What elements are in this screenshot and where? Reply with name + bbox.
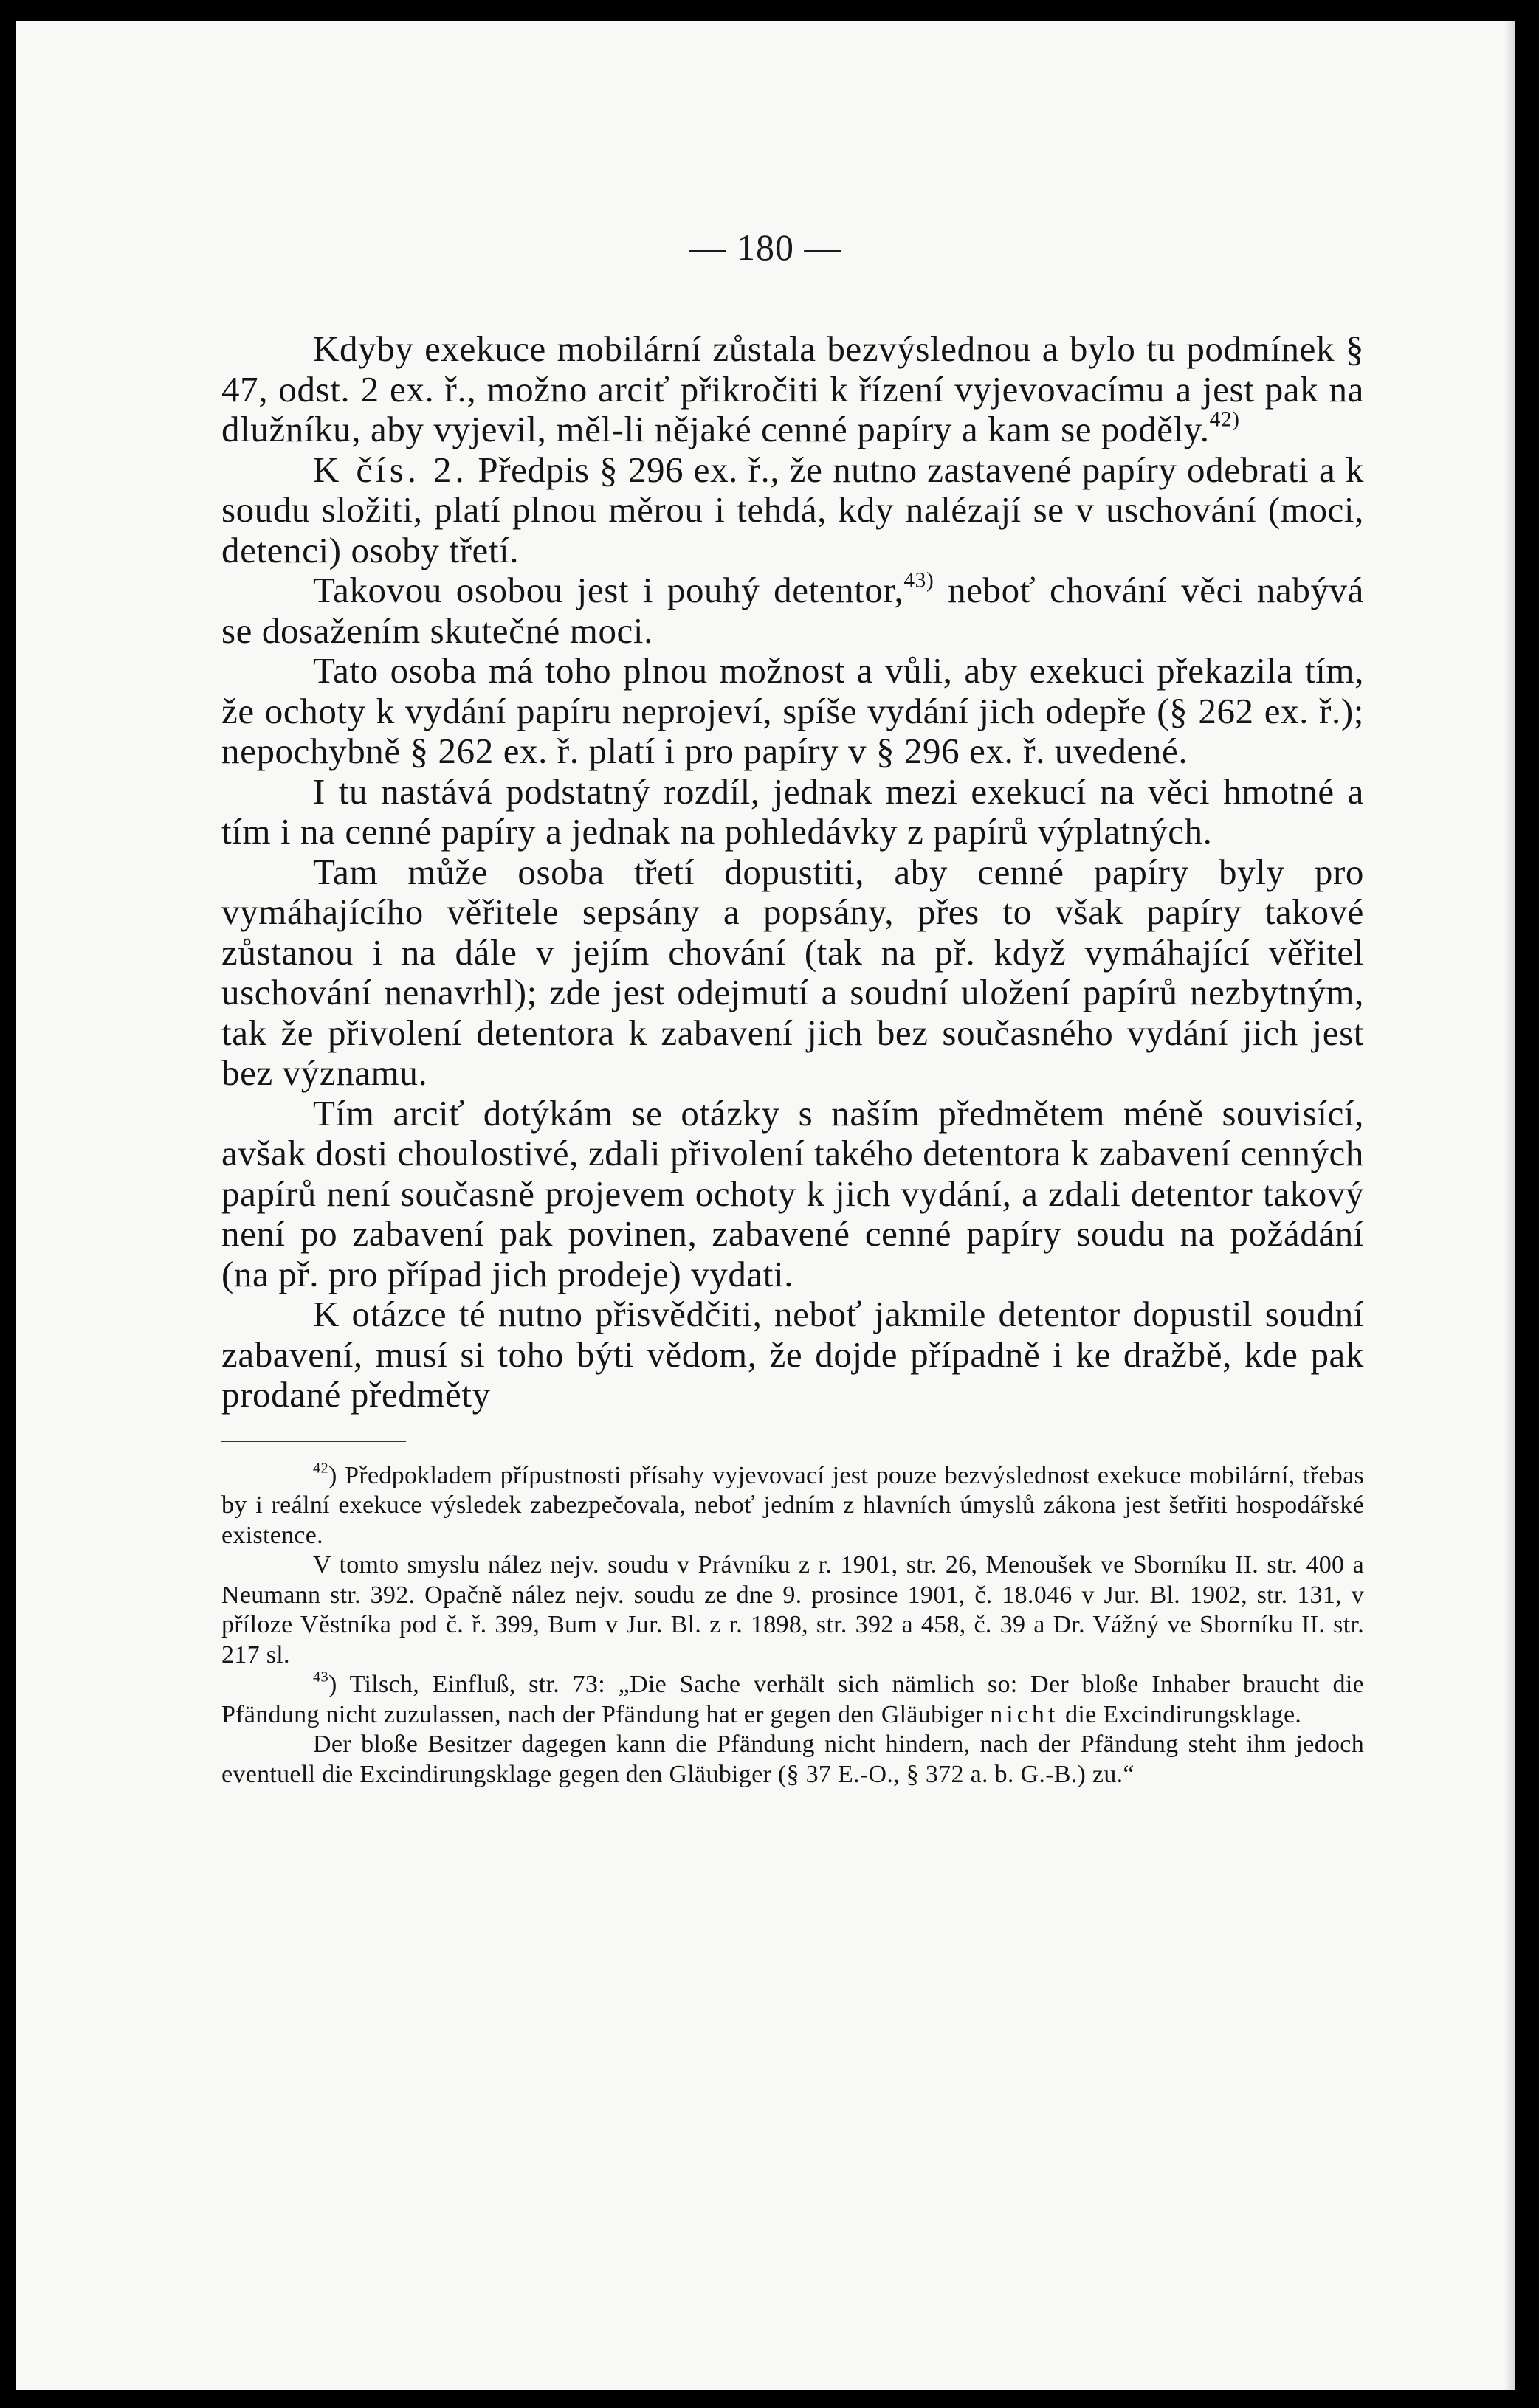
footnote-43 xyxy=(221,1670,1364,1730)
footnotes xyxy=(221,1461,1364,1790)
book-page xyxy=(16,21,1515,2390)
paragraph-2 xyxy=(221,450,1364,571)
paragraph-4: Tato osoba má toho plnou možnost a vůli, aby exekuci překazila tím, že ochoty k vydání papíru neprojeví, spíše vydání jich odepře (§ 262 ex. ř.); nepochybně § 262 ex. ř. platí i pro papíry v § 296 ex. ř. uvedené. xyxy=(221,650,1364,771)
paragraph-7: Tím arciť dotýkám se otázky s naším předmětem méně souvisící, avšak dosti choulostivé, zdali přivolení takého detentora k zabavení cenných papírů není současně projevem ochoty k jich vydání, a zdali detentor takový není po zabavení pak povinen, zabavené cenné papíry soudu na požádání (na př. pro případ jich prodeje) vydati. xyxy=(221,1092,1364,1294)
paragraph-1 xyxy=(221,329,1364,450)
footnote-divider xyxy=(221,1441,406,1442)
paragraph-8: K otázce té nutno přisvědčiti, neboť jakmile detentor dopustil soudní zabavení, musí si toho býti vědom, že dojde případně i ke dražbě, kde pak prodané předměty xyxy=(221,1294,1364,1415)
paragraph-3-text-a: Takovou osobou jest i pouhý detentor, xyxy=(313,570,904,610)
footnote-ref-42: 42) xyxy=(1209,407,1240,432)
paragraph-3-text-b: neboť chování věci nabývá se dosažením skutečné moci. xyxy=(221,570,1364,651)
page-text xyxy=(221,329,1364,1790)
footnote-43-text-a: ) Tilsch, Einfluß, str. 73: „Die Sache verhält sich nämlich so: Der bloße Inhaber braucht die Pfändung nicht zuzulassen, nach der Pfändung hat er gegen den Gläubiger xyxy=(221,1671,1364,1728)
main-text xyxy=(221,329,1364,1415)
paragraph-6: Tam může osoba třetí dopustiti, aby cenné papíry byly pro vymáhajícího věřitele sepsány a popsány, přes to však papíry takové zůstanou i na dále v jejím chování (tak na př. když vymáhající věřitel uschování nenavrhl); zde jest odejmutí a soudní uložení papírů nezbytným, tak že přivolení detentora k zabavení jich bez současného vydání jich jest bez významu. xyxy=(221,851,1364,1093)
footnote-42-mark: 42 xyxy=(313,1460,328,1477)
section-label: K čís. 2. xyxy=(313,449,468,490)
scan-edge xyxy=(1504,21,1515,2390)
footnote-42-continued: V tomto smyslu nález nejv. soudu v Právníku z r. 1901, str. 26, Menoušek ve Sborníku II. str. 400 a Neumann str. 392. Opačně nález nejv. soudu ze dne 9. prosince 1901, č. 18.046 v Jur. Bl. 1902, str. 131, v příloze Věstníka pod č. ř. 399, Bum v Jur. Bl. z r. 1898, str. 392 a 458, č. 39 a Dr. Vážný ve Sborníku II. str. 217 sl. xyxy=(221,1551,1364,1669)
footnote-42-text: ) Předpokladem přípustnosti přísahy vyjevovací jest pouze bezvýslednost exekuce mobilární, třebas by i reální exekuce výsledek zabezpečovala, neboť jedním z hlavních úmyslů zákona jest šetřiti hospodářské existence. xyxy=(221,1461,1364,1549)
footnote-43-continued: Der bloße Besitzer dagegen kann die Pfändung nicht hindern, nach der Pfändung steht ihm jedoch eventuell die Excindirungsklage gegen den Gläubiger (§ 37 E.-O., § 372 a. b. G.-B.) zu.“ xyxy=(221,1731,1364,1788)
paragraph-1-text: Kdyby exekuce mobilární zůstala bezvýslednou a bylo tu podmínek § 47, odst. 2 ex. ř., možno arciť přikročiti k řízení vyjevovacímu a jest pak na dlužníku, aby vyjevil, měl-li nějaké cenné papíry a kam se poděly. xyxy=(221,328,1364,449)
footnote-43-mark: 43 xyxy=(313,1669,328,1686)
footnote-ref-43: 43) xyxy=(903,568,934,593)
footnote-43-text-b: die Excindirungsklage. xyxy=(1058,1700,1302,1728)
paragraph-2-text: Předpis § 296 ex. ř., že nutno zastavené papíry odebrati a k soudu složiti, platí plnou měrou i tehdá, kdy nalézají se v uschování (moci, detenci) osoby třetí. xyxy=(221,449,1365,570)
footnote-42 xyxy=(221,1461,1364,1551)
page-number: — 180 — xyxy=(689,227,842,268)
footnote-43-emphasis: nicht xyxy=(990,1700,1059,1728)
paragraph-3 xyxy=(221,570,1364,651)
paragraph-5: I tu nastává podstatný rozdíl, jednak mezi exekucí na věci hmotné a tím i na cenné papíry a jednak na pohledávky z papírů výplatných. xyxy=(221,770,1364,852)
